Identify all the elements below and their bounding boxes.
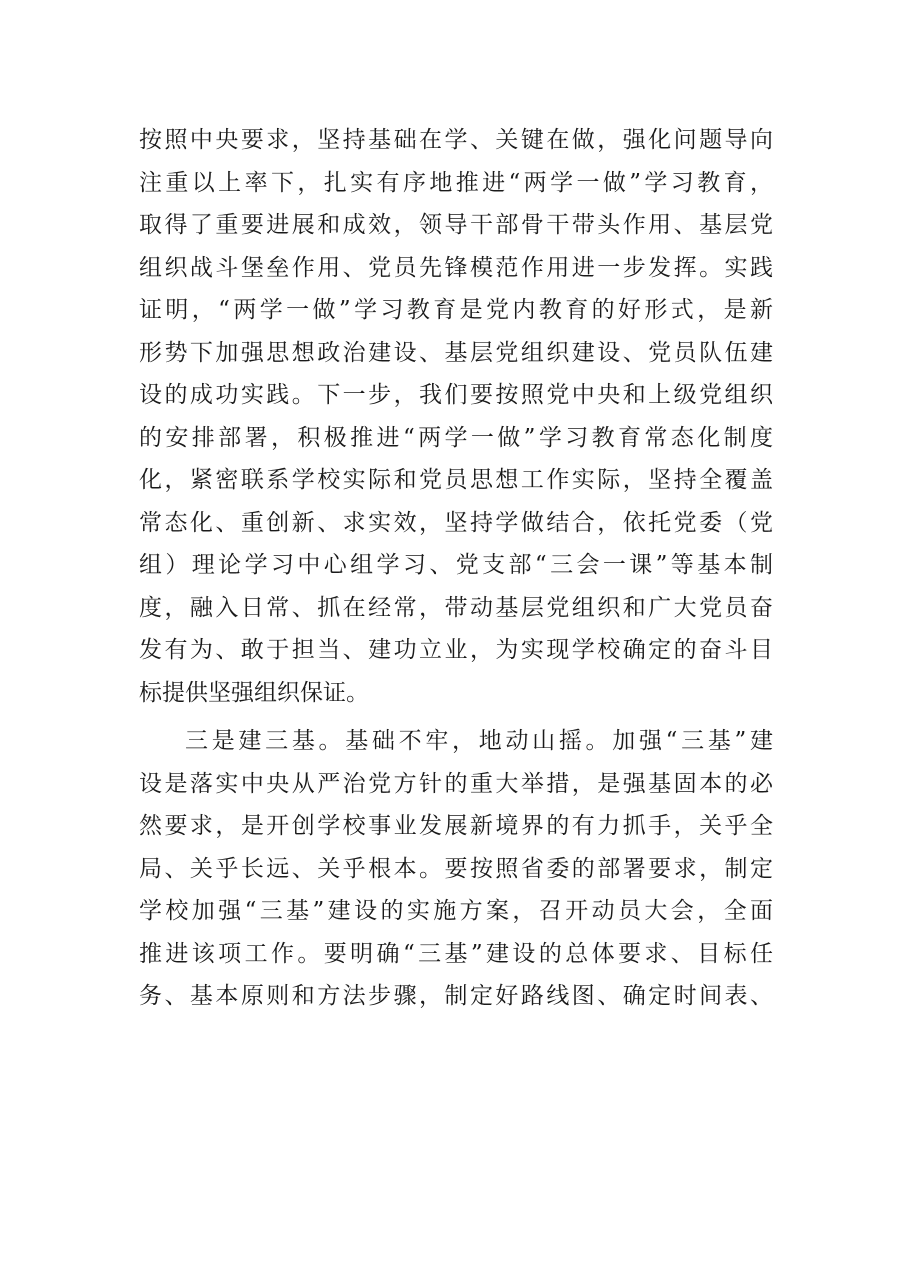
text-line: 然要求，是开创学校事业发展新境界的有力抓手，关乎全	[139, 813, 773, 839]
paragraph-2	[139, 720, 773, 1018]
text-line: 按照中央要求，坚持基础在学、关键在做，强化问题导向	[139, 127, 773, 153]
text-line: 取得了重要进展和成效，领导干部骨干带头作用、基层党	[139, 212, 773, 238]
text-line: 注重以上率下，扎实有序地推进“两学一做”学习教育，	[139, 169, 773, 196]
text-line: 组）理论学习中心组学习、党支部“三会一课”等基本制	[139, 552, 773, 578]
text-line: 局、关乎长远、关乎根本。要按照省委的部署要求，制定	[139, 855, 773, 882]
text-line: 组织战斗堡垒作用、党员先锋模范作用进一步发挥。实践	[139, 254, 773, 281]
document-body	[139, 119, 773, 1018]
text-line: 学校加强“三基”建设的实施方案，召开动员大会，全面	[139, 898, 773, 924]
text-line: 度，融入日常、抓在经常，带动基层党组织和广大党员奋	[139, 594, 773, 621]
text-line: 形势下加强思想政治建设、基层党组织建设、党员队伍建	[139, 339, 773, 366]
text-line: 的安排部署，积极推进“两学一做”学习教育常态化制度	[139, 424, 773, 451]
text-line: 常态化、重创新、求实效，坚持学做结合，依托党委（党	[139, 509, 773, 536]
text-line: 设的成功实践。下一步，我们要按照党中央和上级党组织	[139, 382, 773, 408]
text-line: 务、基本原则和方法步骤，制定好路线图、确定时间表、	[139, 983, 773, 1009]
text-line: 推进该项工作。要明确“三基”建设的总体要求、目标任	[139, 940, 773, 967]
text-line: 标提供坚强组织保证。	[139, 679, 369, 706]
text-line: 化，紧密联系学校实际和党员思想工作实际，坚持全覆盖	[139, 467, 773, 493]
text-line: 三是建三基。基础不牢，地动山摇。加强“三基”建	[185, 728, 773, 754]
text-line: 发有为、敢于担当、建功立业，为实现学校确定的奋斗目	[139, 637, 773, 663]
text-line: 证明，“两学一做”学习教育是党内教育的好形式，是新	[139, 297, 773, 323]
paragraph-1	[139, 119, 773, 714]
text-line: 设是落实中央从严治党方针的重大举措，是强基固本的必	[139, 770, 773, 797]
